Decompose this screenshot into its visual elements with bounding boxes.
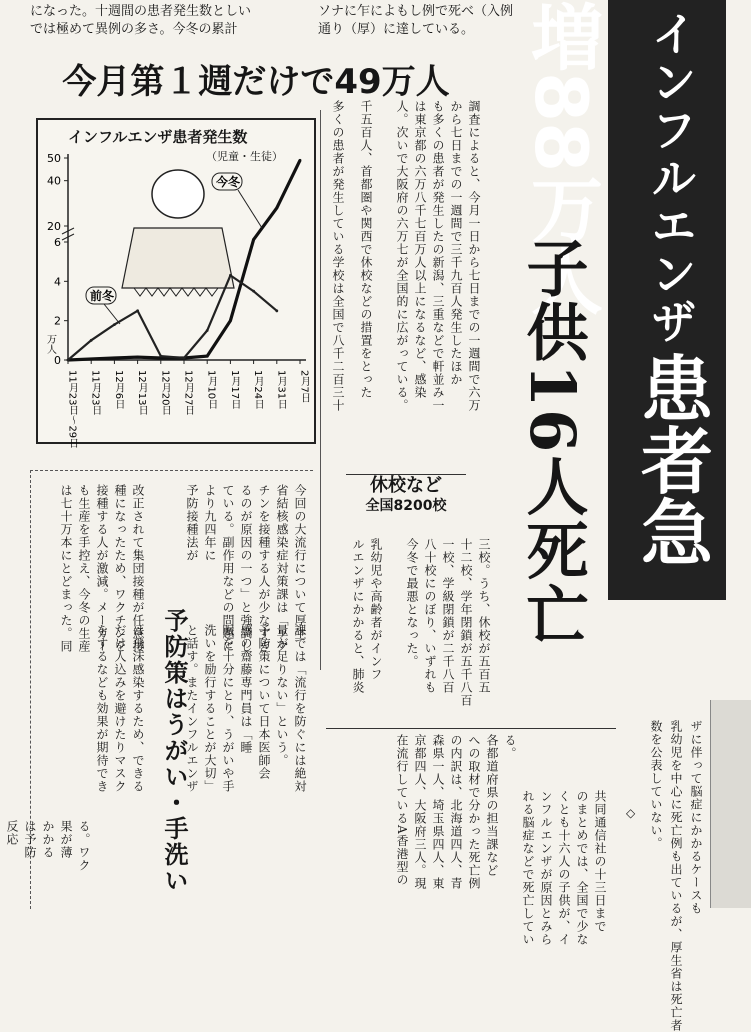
main-column-1: 調査によると、今月一日から七日までの一週間で六万 (467, 100, 481, 412)
box2-column-2: 省結核感染症対策課は「ワク (275, 484, 289, 653)
y-tick-label: 50 (47, 152, 61, 165)
data-point (67, 359, 70, 362)
top-headline: 今月第１週だけで49万人 (62, 62, 450, 102)
mid-column-7: ルエンザにかかると、肺炎 (351, 538, 365, 694)
main-column-6: 千五百人、首都圏や関西で休校などの措置をとった (359, 100, 373, 399)
subheadline-2-line-1: 休校など (370, 475, 442, 496)
data-point (136, 309, 139, 312)
headline-line-1: インフルエンザ (644, 10, 698, 346)
right-column-3: 数を公表していない。 (649, 720, 663, 850)
box2-edge-column-2: 果が薄 (59, 820, 73, 859)
main-column-2: から七日までの一週間で三千九百人発生したほか (449, 100, 463, 386)
x-tick-label: 11月23日〜29日 (66, 370, 78, 449)
column-rule (320, 110, 321, 670)
right-column-1: ザに伴って脳症にかかるケースも (689, 720, 703, 915)
data-point (113, 357, 116, 360)
main-column-5: 人。次いで大阪府の六万七が全国的に広がっている。 (395, 100, 409, 412)
x-tick-label: 11月23日 (89, 370, 101, 416)
x-tick-label: 1月10日 (205, 370, 217, 410)
top-fragment-2: では極めて異例の多さ。今冬の累計 (30, 22, 238, 37)
x-tick-label: 12月6日 (112, 370, 124, 410)
box2-lower-column-8: は飛沫感染するため、できる (131, 624, 145, 793)
y-unit-label: 万人 (44, 334, 56, 354)
right-column-2: 乳幼児を中心に死亡例も出ているが、厚生省は死亡者 (669, 720, 683, 1032)
series-label-current: 今冬 (216, 175, 241, 189)
bottom-column-9: の内訳は、北海道四人、青 (449, 734, 463, 890)
box2-column-5: ている。副作用などの問題に (221, 484, 235, 653)
box2-lower-column-10: をするなども効果が期待でき (95, 624, 109, 793)
section-rule (326, 728, 616, 729)
box2-lower-column-3: 予防策について日本医師会 (257, 624, 271, 780)
box2-lower-column-6: 洗いを励行することが大切」 (203, 624, 217, 793)
box2-edge-column-5: 反応 (5, 820, 19, 846)
headline-line-2: 患者急増88万人 (519, 0, 713, 568)
x-tick-label: 2月7日 (298, 370, 310, 403)
bottom-column-12: 在流行しているA香港型の (395, 734, 409, 887)
main-column-7: 多くの患者が発生している学校は全国で八千二百三十 (331, 100, 345, 412)
box2-column-12: は七十万本にとどまった。同 (59, 484, 73, 653)
adjacent-article-strip (710, 700, 751, 908)
chart-title: インフルエンザ患者発生数 (68, 128, 248, 146)
y-tick-label: 40 (47, 174, 61, 188)
y-tick-label: 6 (54, 236, 61, 249)
top-fragment-1: になった。十週間の患者発生数としい (30, 4, 252, 19)
box2-column-7: 予防接種法が (185, 484, 199, 562)
box2-column-1: 今回の大流行について厚生 (293, 484, 307, 640)
chart-svg (38, 120, 314, 449)
bottom-column-8: への取材で分かった死亡例 (467, 734, 481, 890)
mid-column-2: 十二校、学年閉鎖が五千八百 (459, 538, 473, 707)
chart-subtitle: （児童・生徒） (206, 150, 283, 163)
data-point (252, 238, 255, 241)
top-fragment-3: ソナに乍によもし例で死ベ（入例 (318, 4, 514, 19)
box2-column-9: 種になったため、ワクチンを (113, 484, 127, 653)
illustration-blanket (122, 228, 234, 288)
y-tick-label: 20 (47, 220, 61, 233)
box2-edge-column-3: かかる (41, 820, 55, 859)
subheadline-2-line-2: 全国8200校 (365, 498, 447, 514)
data-point (183, 357, 186, 360)
bottom-column-7: 各都道府県の担当課など (485, 734, 499, 877)
box2-column-10: 接種する人が激減。メーカー (95, 484, 109, 653)
box2-column-8: 改正されて集団接種が任意接 (131, 484, 145, 653)
bottom-column-11: 京都四人、大阪府三人。現 (413, 734, 427, 890)
x-tick-label: 1月17日 (228, 370, 240, 410)
subheadline-2 (346, 474, 466, 515)
box2-edge-column-4: は予防 (23, 820, 37, 859)
x-tick-label: 1月31日 (275, 370, 287, 410)
data-point (159, 355, 162, 358)
box2-column-11: も生産を手控え、今冬の生産 (77, 484, 91, 653)
x-tick-label: 1月24日 (252, 370, 264, 410)
bottom-column-5: れる脳症などで死亡してい (521, 790, 535, 946)
mid-column-6: 乳幼児や高齢者がインフ (369, 538, 383, 681)
section-mark: ◇ (626, 806, 636, 820)
mid-column-3: 一校、学級閉鎖が二千八百 (441, 538, 455, 694)
x-tick-label: 12月13日 (136, 370, 148, 416)
mid-column-5: 今冬で最悪となった。 (405, 538, 419, 668)
data-point (299, 159, 302, 162)
box2-lower-column-1: 課では「流行を防ぐには絶対 (293, 624, 307, 793)
x-tick-label: 12月20日 (159, 370, 171, 416)
chart-box (36, 118, 316, 449)
box2-lower-column-2: 量が足りない」という。 (275, 624, 289, 767)
box2-lower-column-5: 眠を十分にとり、うがいや手 (221, 624, 235, 793)
x-tick-label: 12月27日 (182, 370, 194, 416)
bottom-column-6: る。 (503, 734, 517, 760)
data-point (90, 358, 93, 361)
data-point (229, 274, 232, 277)
box2-lower-column-7: と話す。またインフルエンザ (185, 624, 199, 793)
subheadline: 子供16人死亡 (516, 236, 589, 647)
box2-column-3: チンを接種する人が少なすぎ (257, 484, 271, 653)
series-label-previous-leader (104, 304, 120, 324)
bottom-column-10: 森県一人、埼玉県四人、東 (431, 734, 445, 890)
bottom-column-4: ンフルエンザが原因とみら (539, 790, 553, 946)
box2-column-6: より九四年に (203, 484, 217, 562)
y-tick-label: 4 (54, 275, 61, 289)
box2-lower-column-4: 感の齋藤専門員は「睡 (239, 624, 253, 754)
mid-column-4: 八十校にのぼり、いずれも (423, 538, 437, 694)
bottom-column-3: くとも十六人の子供が、イ (557, 790, 571, 946)
bottom-column-1: 共同通信社の十三日まで (593, 790, 607, 933)
main-column-4: は東京都の六万八千七百万人以上になるなど、感染 (413, 100, 427, 399)
data-point (229, 319, 232, 322)
prevention-headline: 予防策はうがい・手洗い (160, 608, 188, 894)
mid-column-1: 三校。うち、休校が五百五 (477, 538, 491, 694)
data-point (252, 290, 255, 293)
box2-column-4: るのが原因の一つ」と強調し (239, 484, 253, 653)
data-point (136, 356, 139, 359)
top-fragment-4: 通り（厚）に達している。 (318, 22, 475, 37)
data-point (206, 355, 209, 358)
series-label-previous: 前冬 (90, 289, 115, 303)
y-tick-label: 0 (54, 354, 61, 367)
box2-lower-column-9: だけ人込みを避けたりマスク (113, 624, 127, 793)
bottom-column-2: のまとめでは、全国で少な (575, 790, 589, 946)
illustration-head (152, 170, 204, 218)
illustration-blanket-hem (134, 288, 218, 296)
data-point (275, 206, 278, 209)
series-label-current-leader (238, 190, 262, 228)
data-point (275, 309, 278, 312)
data-point (206, 329, 209, 332)
y-tick-label: 2 (54, 314, 61, 328)
data-point (113, 323, 116, 326)
box2-edge-column-1: る。ワク (77, 820, 91, 872)
data-point (90, 339, 93, 342)
main-column-3: も多くの患者が発生したの新潟、三重などで軒並み一 (431, 100, 445, 412)
